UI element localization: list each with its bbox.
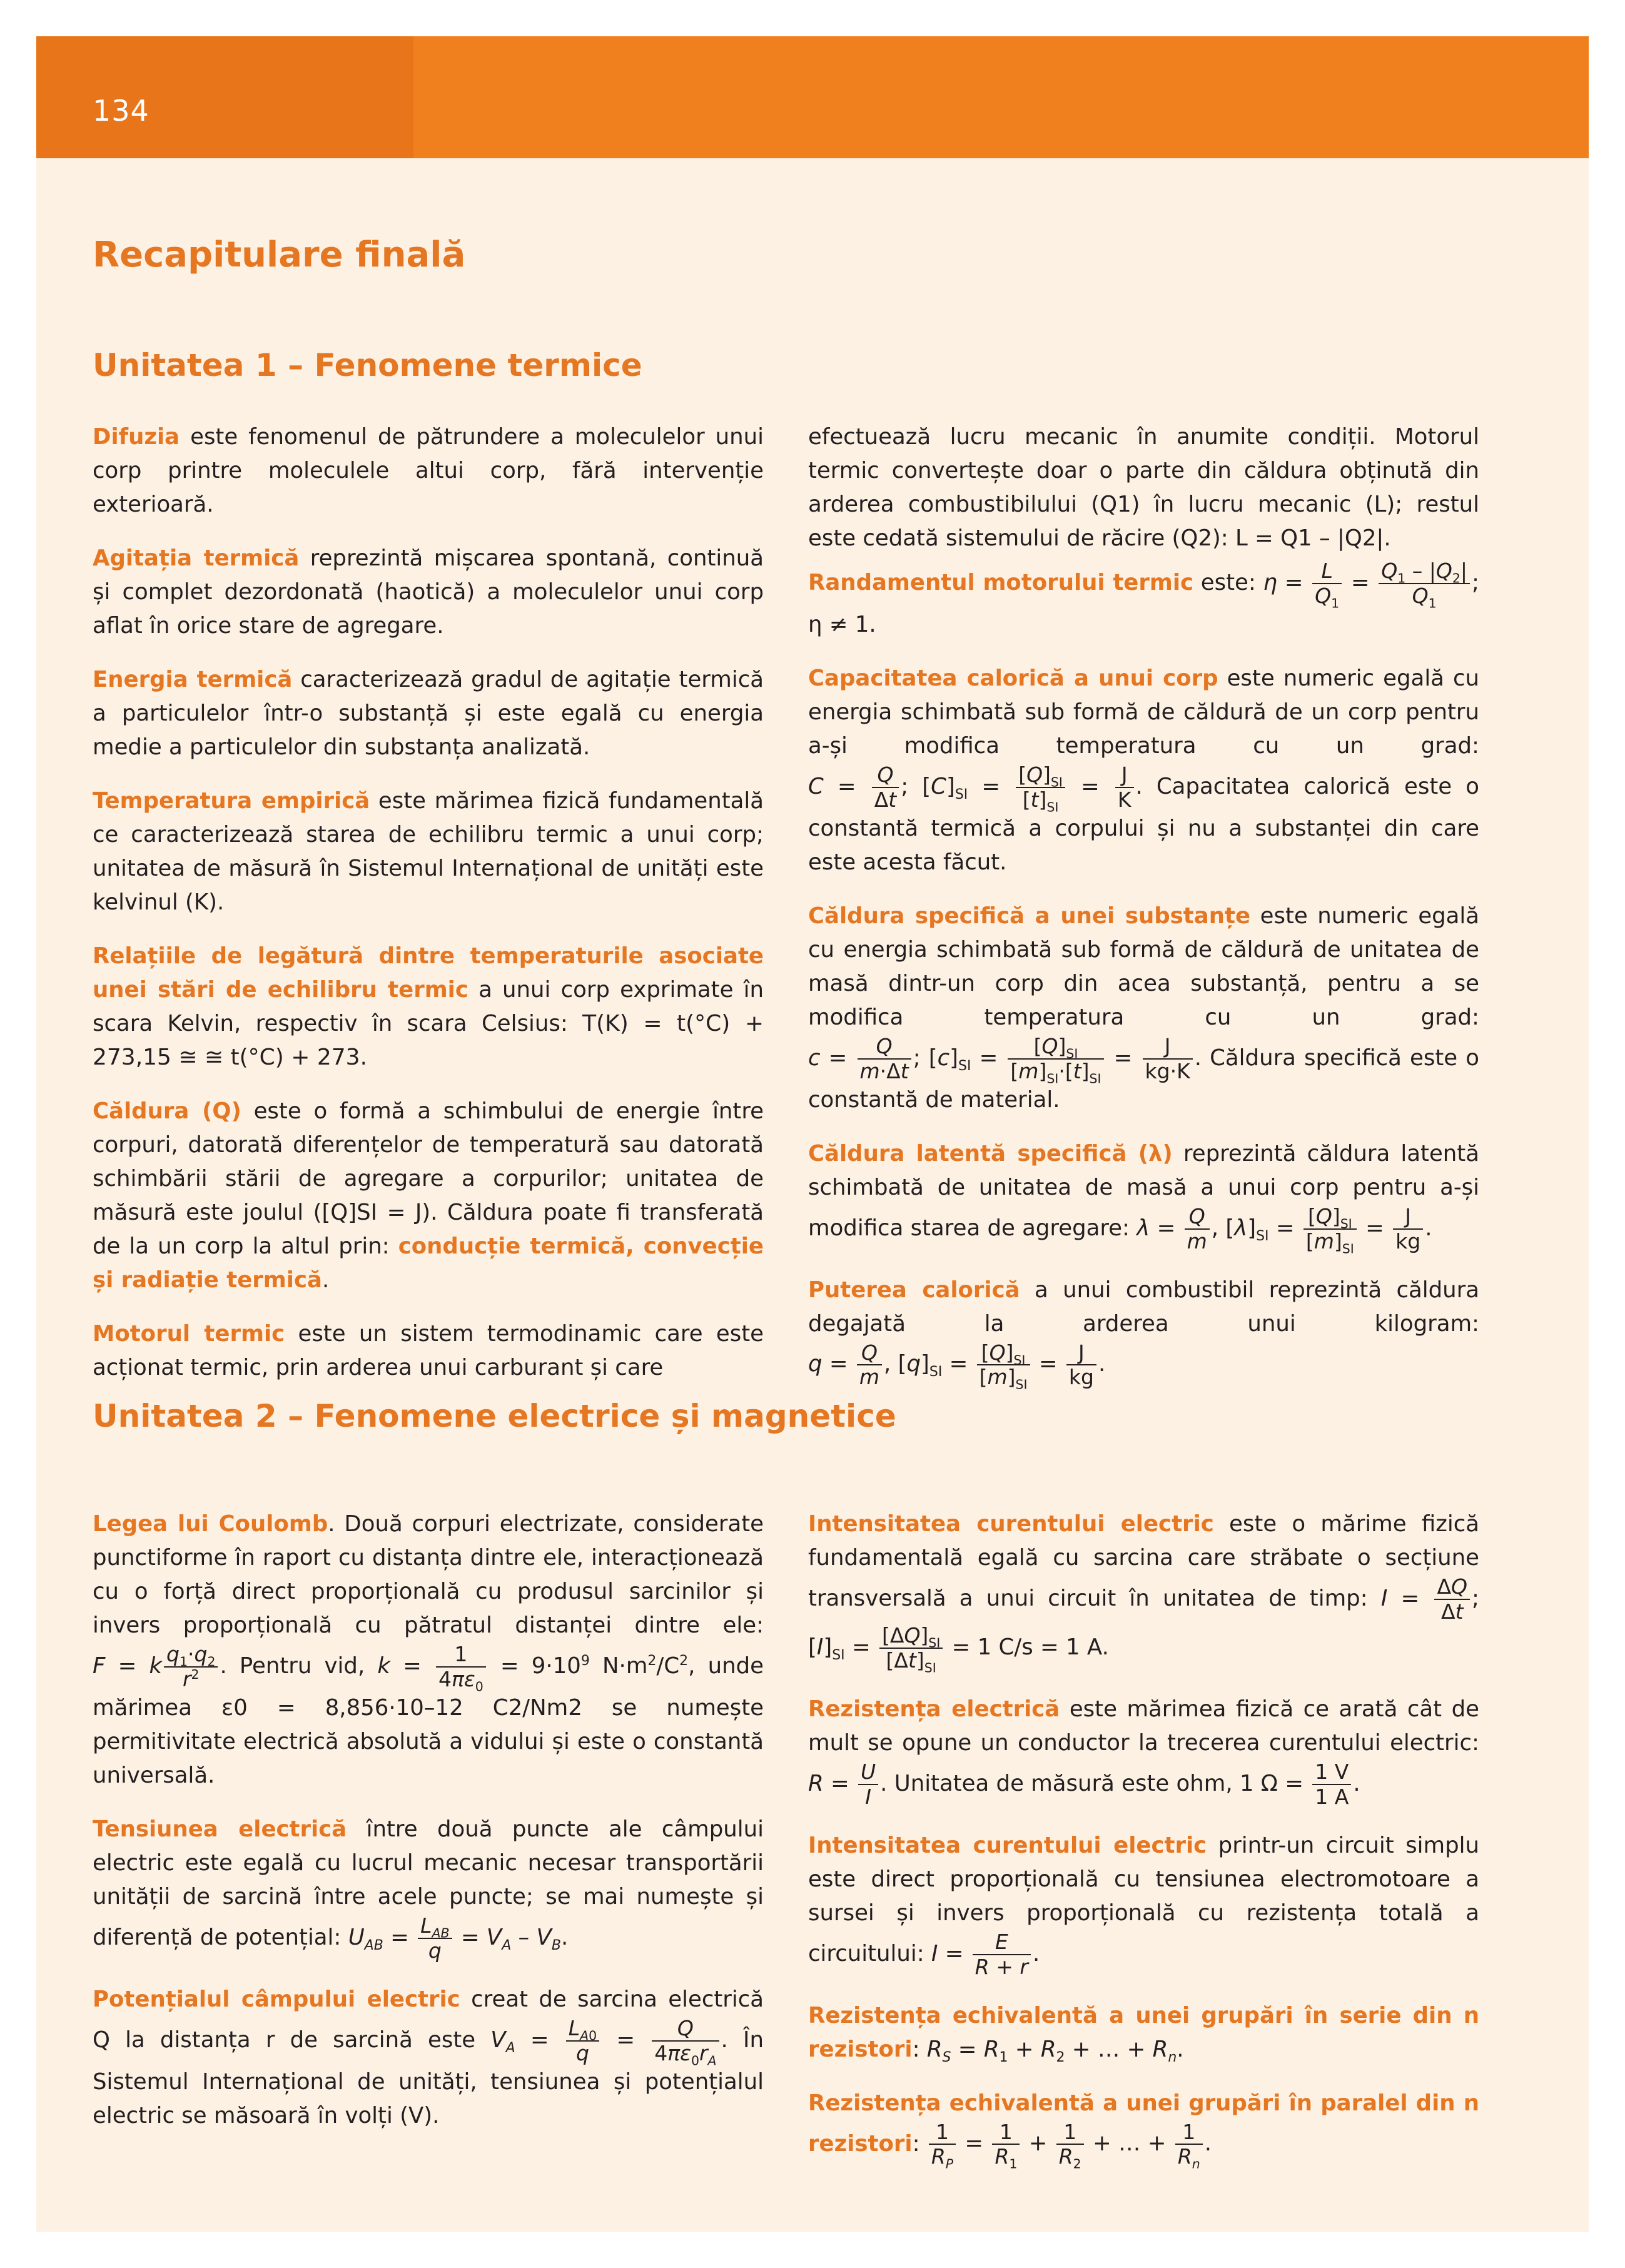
term: Relațiile de legătură dintre temperaturile asociate unei stări de echilibru termic — [93, 943, 764, 1003]
term: Intensitatea curentului electric — [808, 1832, 1207, 1858]
term: Temperatura empirică — [93, 788, 370, 814]
text: este numeric egală cu energia schimbată sub formă de căldură de un corp pentru a-și modifica temperatura cu un grad: — [808, 665, 1479, 759]
formula-kelvin-approx: ≅ t(°C) + 273 — [204, 1045, 360, 1070]
definition-randament — [808, 559, 1479, 642]
term: Agitația termică — [93, 545, 300, 571]
text: . — [321, 1267, 330, 1293]
definition-puterea-calorica — [808, 1273, 1479, 1393]
term: Capacitatea calorică a unui corp — [808, 665, 1218, 691]
definition-legea-ohm — [808, 1829, 1479, 1979]
definition-coulomb — [93, 1507, 764, 1793]
formula-randament: η = $\frac{L}{Q_1}$ = $\frac{Q_1 - |Q_2|}{Q_1}$ ; — [1263, 559, 1479, 611]
unit1-heading: Unitatea 1 – Fenomene termice — [93, 347, 642, 383]
term: Rezistența electrică — [808, 1696, 1060, 1722]
term: Căldura specifică a unei substanțe — [808, 903, 1251, 929]
definition-potentialul — [93, 1983, 764, 2133]
term: Energia termică — [93, 667, 293, 692]
unit1-left-column — [93, 420, 764, 1405]
term: Randamentul motorului termic — [808, 569, 1194, 595]
text: este o formă a schimbului de energie între corpuri, datorată diferențelor de temperatură sau datorată schimbării stării de agregare a corpurilor; unitatea de măsură este joulul ([Q]SI = J). Căldura poate fi transferată de la un corp la altul prin: — [93, 1098, 764, 1259]
unit1-right-column — [808, 420, 1479, 1409]
definition-motorul — [93, 1317, 764, 1385]
formula-paralel: $\frac{1}{R_P}$ = $\frac{1}{R_1}$ + $\frac{1}{R_2}$ + … + $\frac{1}{R_n}$ . — [927, 2130, 1212, 2156]
formula-potential: $V_A$ = $\frac{L_{A0}}{q}$ = $\frac{Q}{4\pi\varepsilon_0r_A}$ — [490, 2027, 721, 2053]
formula-kelvin: T(K) = t(°C) + 273,15 ≅ — [93, 1011, 764, 1070]
definition-caldura — [93, 1095, 764, 1297]
text: este mărimea fizică ce arată cât de mult se opune un conductor la trecerea curentului electric: — [808, 1696, 1480, 1756]
text: : — [912, 2036, 920, 2062]
text: . Două corpuri electrizate, considerate punctiforme în raport cu distanța dintre ele, interacționează cu o forță direct proporțională cu produsul sarcinilor și invers proporțională cu pătratul distanței dintre ele: — [93, 1511, 764, 1638]
definition-tensiunea — [93, 1813, 764, 1963]
text: este mărimea fizică fundamentală ce caracterizează starea de echilibru termic a unui corp; unitatea de măsură în Sistemul Internațional de unități este kelvinul (K). — [93, 788, 764, 915]
term: Rezistența echivalentă a unei grupări în serie din n rezistori — [808, 2002, 1479, 2062]
term: Căldura (Q) — [93, 1098, 241, 1124]
definition-temperatura — [93, 784, 764, 919]
term: Tensiunea electrică — [93, 1816, 347, 1842]
note-capacitate: Capacitatea calorică este o constantă termică a corpului și nu a substanței din care este acesta făcut. — [808, 773, 1479, 875]
formula-rezistenta: R = $\frac{U}{I}$ — [808, 1771, 880, 1796]
term: Intensitatea curentului electric — [808, 1511, 1214, 1537]
eta-note: η ≠ 1. — [808, 611, 876, 637]
definition-energia — [93, 663, 764, 764]
formula-caldura-specifica: c = $\frac{Q}{m\cdot\Delta t}$ ; $[c]_{SI}$ = $\frac{[Q]_{SI}}{[m]_{SI}\cdot[t]_{SI}}$ = $\frac{J}{kg\cdot K}$ . — [808, 1033, 1202, 1086]
formula-intensitate: I = $\frac{\Delta Q}{\Delta t}$ ; — [1380, 1574, 1479, 1624]
text: între două puncte ale câmpului electric este egală cu lucrul mecanic necesar transportării unității de sarcină între acele puncte; se mai numește și diferență de potențial: — [93, 1816, 764, 1950]
definition-relatii — [93, 939, 764, 1075]
unit2-left-column — [93, 1507, 764, 2153]
text: a unui combustibil reprezintă căldura degajată la arderea unui kilogram: — [808, 1277, 1479, 1337]
text: , unde — [688, 1653, 764, 1679]
definition-paralel — [808, 2087, 1479, 2172]
term: Căldura latentă specifică (λ) — [808, 1140, 1173, 1167]
note-caldura-specifica: Căldura specifică este o constantă de material. — [808, 1045, 1479, 1113]
motorul-continuation: efectuează lucru mecanic în anumite condiții. Motorul termic convertește doar o parte din căldura obținută din arderea combustibilului (Q1) în lucru mecanic (L); restul este cedată sistemului de răcire (Q2): L = Q1 – |Q2|. — [808, 424, 1479, 551]
formula-k: k = $\frac{1}{4\pi\varepsilon_0}$ = $9\cdot 10^9$ $N\cdot m^2/C^2$ — [377, 1642, 689, 1694]
text: caracterizează gradul de agitație termică a particulelor într-o substanță și este egală cu energia medie a particulelor din substanța analizată. — [93, 667, 764, 760]
term: Rezistența echivalentă a unei grupări în paralel din n rezistori — [808, 2090, 1479, 2157]
formula-putere-calorica: q = $\frac{Q}{m}$ , $[q]_{SI}$ = $\frac{[Q]_{SI}}{[m]_{SI}}$ = $\frac{J}{kg}$ . — [808, 1340, 1106, 1393]
text: : — [912, 2130, 920, 2157]
formula-serie: $R_S = R_1 + R_2$ + … + $R_n$. — [926, 2036, 1184, 2065]
term: Puterea calorică — [808, 1277, 1020, 1303]
term: Potențialul câmpului electric — [93, 1986, 460, 2012]
text: este: — [1193, 569, 1256, 595]
definition-difuzia — [93, 420, 764, 522]
text: . Pentru vid, — [220, 1653, 365, 1679]
formula-coulomb: F = k $\frac{q_1\cdot q_2}{r^2}$ — [93, 1653, 220, 1679]
text: este fenomenul de pătrundere a moleculelor unui corp printre moleculele altui corp, fără intervenție exterioară. — [93, 424, 764, 517]
text: este un sistem termodinamic care este acționat termic, prin arderea unui carburant și care — [93, 1321, 764, 1380]
text: este numeric egală cu energia schimbată sub formă de căldură de unitatea de masă dintr-un corp din acea substanță, pentru a se modifica temperatura cu un grad: — [808, 903, 1480, 1030]
text: reprezintă mișcarea spontană, continuă și complet dezordonată (haotică) a moleculelor unui corp aflat în orice stare de agregare. — [93, 545, 764, 639]
definition-caldura-specifica — [808, 899, 1479, 1117]
definition-intensitatea — [808, 1507, 1479, 1676]
definition-agitatia — [93, 542, 764, 643]
term: Legea lui Coulomb — [93, 1511, 328, 1537]
page-number: 134 — [93, 94, 149, 128]
unit2-heading: Unitatea 2 – Fenomene electrice și magnetice — [93, 1398, 896, 1434]
formula-tensiune: $U_{AB}$ = $L_{AB}$ q = $V_A - V_B$. — [348, 1913, 569, 1963]
permitivity-note: mărimea ε0 = 8,856·10–12 C2/Nm2 se numește permitivitate electrică absolută a vidului și este o constantă universală. — [93, 1694, 764, 1788]
term: Motorul termic — [93, 1321, 285, 1347]
definition-rezistenta — [808, 1693, 1479, 1809]
text: este o mărime fizică fundamentală egală cu sarcina care străbate o secțiune transversală a unui circuit în unitatea de timp: — [808, 1511, 1479, 1611]
formula-caldura-latenta: λ = $\frac{Q}{m}$ , $[\lambda]_{SI}$ = $\frac{[Q]_{SI}}{[m]_{SI}}$ = $\frac{J}{kg}$ . — [1136, 1203, 1432, 1257]
text: printr-un circuit simplu este direct proporțională cu tensiunea electromotoare a sursei și invers proporțională cu rezistența totală a circuitului: — [808, 1832, 1479, 1967]
text: a unui corp exprimate în scara Kelvin, respectiv în scara Celsius: — [93, 977, 764, 1036]
text: . În Sistemul Internațional de unități, tensiunea și potențialul electric se măsoară în volți (V). — [93, 2027, 764, 2129]
definition-serie — [808, 1999, 1479, 2067]
formula-ohm-unit: 1 Ω = $\frac{1 V}{1 A}$ . — [1239, 1759, 1360, 1809]
heat-transfer-modes: conducție termică, convecție și radiație termică — [93, 1233, 764, 1293]
text: reprezintă căldura latentă schimbată de unitatea de masă a unui corp pentru a-și modifica starea de agregare: — [808, 1140, 1479, 1241]
page-title: Recapitulare finală — [93, 235, 466, 275]
text: creat de sarcina electrică Q la distanța r de sarcină este — [93, 1986, 764, 2053]
formula-intensitate-unit: $[I]_{SI}$ = $\frac{[\Delta Q]_{SI}}{[\Delta t]_{SI}}$ = 1 C/s = 1 A. — [808, 1623, 1109, 1676]
unit2-right-column — [808, 1507, 1479, 2189]
term: Difuzia — [93, 424, 180, 450]
formula-legea-ohm: I = $\frac{E}{R + r}$ . — [931, 1929, 1040, 1979]
text: . — [360, 1045, 367, 1070]
text: . Unitatea de măsură este ohm, — [880, 1770, 1233, 1796]
definition-capacitatea — [808, 662, 1479, 879]
formula-capacitate: C = $\frac{Q}{\Delta t}$ ; $[C]_{SI}$ = $\frac{[Q]_{SI}}{[t]_{SI}}$ = $\frac{J}{K}$ . — [808, 762, 1143, 815]
definition-caldura-latenta — [808, 1137, 1479, 1257]
